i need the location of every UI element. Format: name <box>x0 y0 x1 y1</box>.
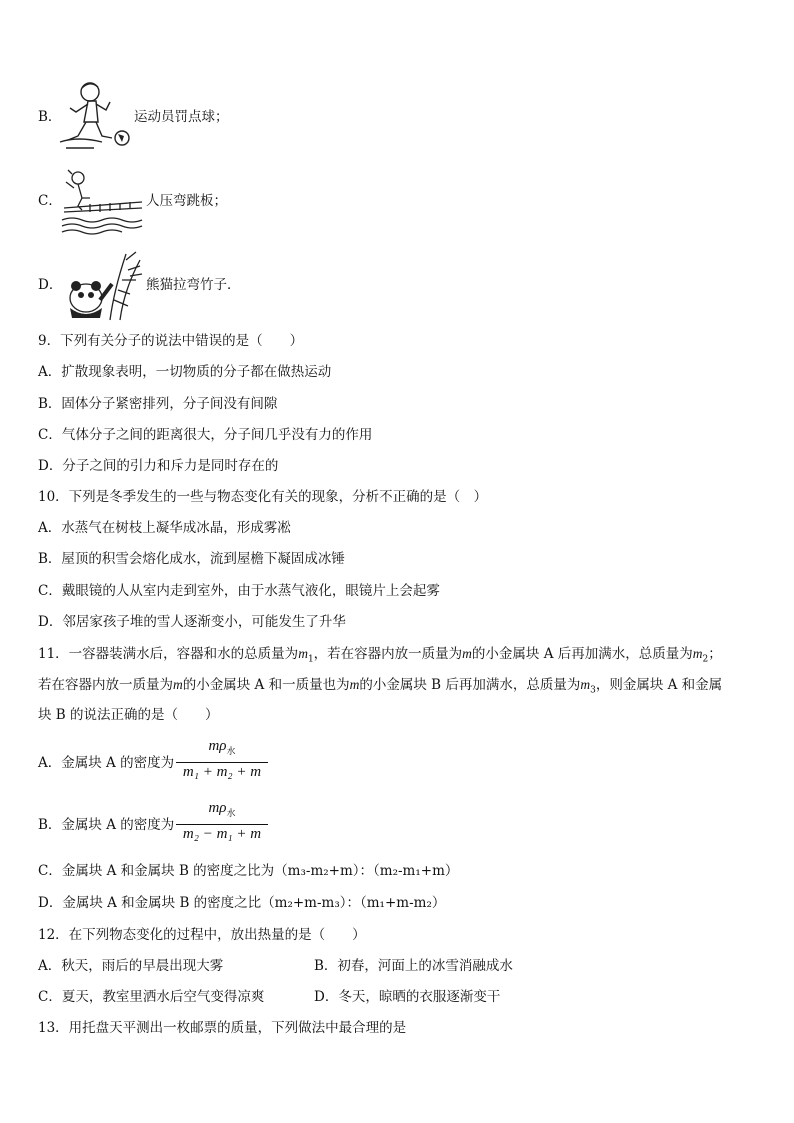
q10-option-b: B．屋顶的积雪会熔化成水，流到屋檐下凝固成冰锤 <box>38 551 345 567</box>
q8-option-c-letter: C． <box>38 193 62 209</box>
q10-stem: 10．下列是冬季发生的一些与物态变化有关的现象，分析不正确的是（ ） <box>38 489 488 505</box>
q11-option-a-fraction <box>176 738 268 786</box>
q11-stem-line1: 11．一容器装满水后，容器和水的总质量为$m_1$，若在容器内放一质量为m的小金属块 A 后再加满水，总质量为$m_2$； <box>38 646 722 665</box>
q11-stem-line2: 若在容器内放一质量为m的小金属块 A 和一质量也为m的小金属块 B 后再加满水，总质量为$m_3$，则金属块 A 和金属 <box>38 677 723 696</box>
q10-option-d: D．邻居家孩子堆的雪人逐渐变小，可能发生了升华 <box>38 614 346 630</box>
q11-option-c: C．金属块 A 和金属块 B 的密度之比为（m₃-m₂+m）：（m₂-m₁+m） <box>38 863 459 879</box>
fraction-numerator: $m\rho_水$ <box>208 800 236 818</box>
q12-option-a: A．秋天，雨后的早晨出现大雾 <box>38 958 224 974</box>
q9-option-c: C．气体分子之间的距离很大，分子间几乎没有力的作用 <box>38 427 373 443</box>
q11-option-a-label: A．金属块 A 的密度为 <box>38 755 175 771</box>
fraction-denominator: m₁ + m₂ + m <box>182 764 262 780</box>
q13-stem: 13．用托盘天平测出一枚邮票的质量，下列做法中最合理的是 <box>38 1020 407 1036</box>
q9-option-a: A．扩散现象表明，一切物质的分子都在做热运动 <box>38 364 332 380</box>
q9-option-b: B．固体分子紧密排列，分子间没有间隙 <box>38 396 278 412</box>
soccer-player-illustration <box>58 78 132 156</box>
diver-springboard-illustration <box>60 168 144 240</box>
panda-bamboo-illustration <box>64 250 144 322</box>
fraction-numerator: $m\rho_水$ <box>208 738 236 756</box>
q8-option-b-text: 运动员罚点球； <box>134 109 229 125</box>
q12-option-b: B．初春，河面上的冰雪消融成水 <box>314 958 513 974</box>
q12-option-d: D．冬天，晾晒的衣服逐渐变干 <box>314 989 501 1005</box>
q11-option-b-fraction <box>176 800 268 848</box>
q10-option-a: A．水蒸气在树枝上凝华成冰晶，形成雾凇 <box>38 520 291 536</box>
q8-option-c-text: 人压弯跳板； <box>146 193 227 209</box>
fraction-denominator: m₂ − m₁ + m <box>182 826 262 842</box>
q8-option-d-letter: D． <box>38 277 63 293</box>
q12-option-c: C．夏天，教室里洒水后空气变得凉爽 <box>38 989 265 1005</box>
q9-stem: 9．下列有关分子的说法中错误的是（ ） <box>38 333 304 349</box>
q10-option-c: C．戴眼镜的人从室内走到室外，由于水蒸气液化，眼镜片上会起雾 <box>38 583 440 599</box>
q12-stem: 12．在下列物态变化的过程中，放出热量的是（ ） <box>38 927 366 943</box>
q9-option-d: D．分子之间的引力和斥力是同时存在的 <box>38 458 279 474</box>
q8-option-d-text: 熊猫拉弯竹子． <box>146 277 241 293</box>
q11-option-b-label: B．金属块 A 的密度为 <box>38 817 175 833</box>
q11-stem-line3: 块 B 的说法正确的是（ ） <box>38 707 219 723</box>
q11-option-d: D．金属块 A 和金属块 B 的密度之比（m₂+m-m₃）：（m₁+m-m₂） <box>38 895 446 911</box>
q8-option-b-letter: B． <box>38 109 62 125</box>
